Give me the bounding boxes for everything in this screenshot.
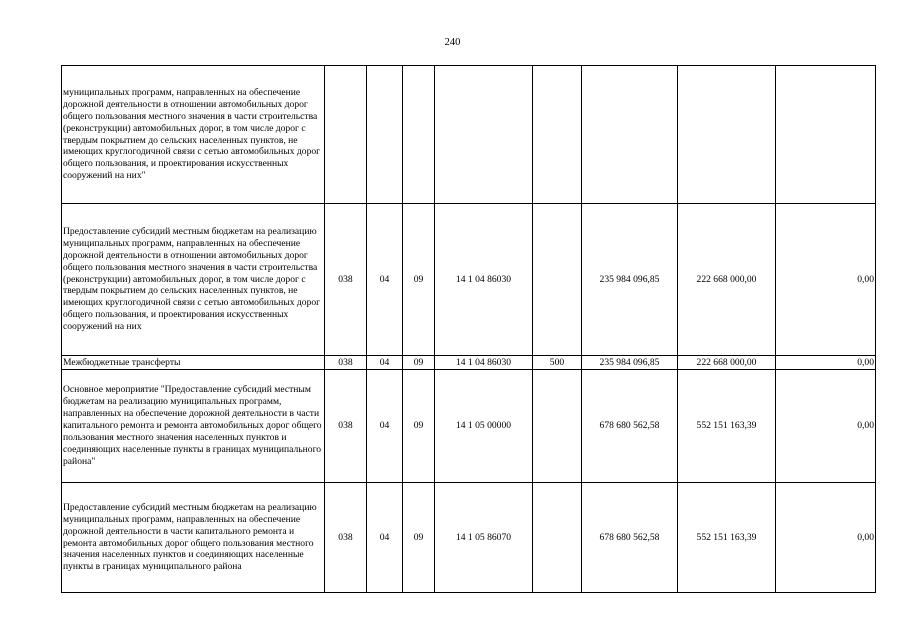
amount-1: 678 680 562,58	[582, 483, 678, 593]
amount-2: 222 668 000,00	[678, 356, 776, 370]
table-row	[62, 66, 876, 204]
page-number: 240	[444, 37, 461, 48]
budget-table	[61, 65, 876, 593]
expense-type	[533, 370, 582, 483]
expense-type	[533, 204, 582, 356]
target-article: 14 1 04 86030	[435, 356, 533, 370]
ministry-code: 038	[325, 204, 367, 356]
amount-1: 235 984 096,85	[582, 204, 678, 356]
table-row	[62, 356, 876, 370]
row-name: Предоставление субсидий местным бюджетам на реализацию муниципальных программ, направленных на обеспечение дорожной деятельности в части капитального ремонта и ремонта автомобильных дорог общего пользования местного значения населенных пунктов и соединяющих населенные пункты в границах муниципального района	[62, 483, 325, 593]
target-article: 14 1 05 00000	[435, 370, 533, 483]
amount-2: 552 151 163,39	[678, 483, 776, 593]
table-row	[62, 483, 876, 593]
subsection-code: 09	[403, 370, 435, 483]
amount-3	[776, 66, 876, 204]
row-name: Основное мероприятие "Предоставление субсидий местным бюджетам на реализацию муниципальных программ, направленных на обеспечение дорожной деятельности в части капитального ремонта и ремонта автомобильных дорог общего пользования местного значения населенных пунктов и соединяющих населенные пункты в границах муниципального района"	[62, 370, 325, 483]
section-code: 04	[367, 356, 403, 370]
target-article: 14 1 04 86030	[435, 204, 533, 356]
row-name: Предоставление субсидий местным бюджетам на реализацию муниципальных программ, направленных на обеспечение дорожной деятельности в отношении автомобильных дорог общего пользования местного значения в части строительства (реконструкции) автомобильных дорог, в том числе дорог с твердым покрытием до сельских населенных пунктов, не имеющих круглогодичной связи с сетью автомобильных дорог общего пользования, и проектирования искусственных сооружений на них	[62, 204, 325, 356]
ministry-code	[325, 66, 367, 204]
amount-3: 0,00	[776, 483, 876, 593]
expense-type: 500	[533, 356, 582, 370]
target-article	[435, 66, 533, 204]
section-code: 04	[367, 483, 403, 593]
expense-type	[533, 66, 582, 204]
subsection-code: 09	[403, 483, 435, 593]
subsection-code: 09	[403, 204, 435, 356]
amount-2: 222 668 000,00	[678, 204, 776, 356]
table-row	[62, 204, 876, 356]
section-code: 04	[367, 370, 403, 483]
table-row	[62, 370, 876, 483]
row-name: Межбюджетные трансферты	[62, 356, 325, 370]
subsection-code	[403, 66, 435, 204]
target-article: 14 1 05 86070	[435, 483, 533, 593]
amount-2	[678, 66, 776, 204]
section-code	[367, 66, 403, 204]
amount-1: 678 680 562,58	[582, 370, 678, 483]
row-name: муниципальных программ, направленных на обеспечение дорожной деятельности в отношении автомобильных дорог общего пользования местного значения в части строительства (реконструкции) автомобильных дорог, в том числе дорог с твердым покрытием до сельских населенных пунктов, не имеющих круглогодичной связи с сетью автомобильных дорог общего пользования, и проектирования искусственных сооружений на них"	[62, 66, 325, 204]
amount-1: 235 984 096,85	[582, 356, 678, 370]
ministry-code: 038	[325, 370, 367, 483]
amount-3: 0,00	[776, 370, 876, 483]
amount-3: 0,00	[776, 356, 876, 370]
subsection-code: 09	[403, 356, 435, 370]
expense-type	[533, 483, 582, 593]
amount-3: 0,00	[776, 204, 876, 356]
ministry-code: 038	[325, 356, 367, 370]
amount-2: 552 151 163,39	[678, 370, 776, 483]
amount-1	[582, 66, 678, 204]
ministry-code: 038	[325, 483, 367, 593]
section-code: 04	[367, 204, 403, 356]
